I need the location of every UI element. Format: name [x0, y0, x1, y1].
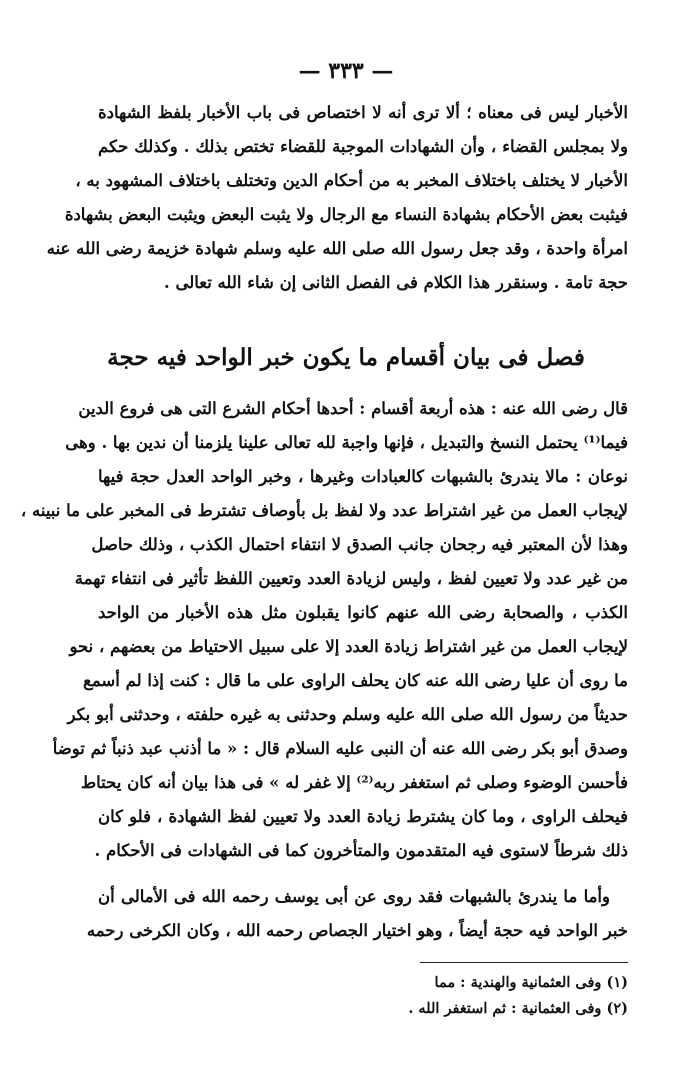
- footnote-divider: [420, 962, 628, 963]
- text-line: لإيجاب العمل من غير اشتراط عدد ولا لفظ بل بأوصاف تشترط فى المخبر على ما نبينه ،: [20, 501, 628, 520]
- text-line: الأخبار لا يختلف باختلاف المخبر به من أحكام الدين وتختلف باختلاف المشهود به ،: [75, 171, 628, 190]
- text-line: وهذا لأن المعتبر فيه رجحان جانب الصدق لا انتفاء احتمال الكذب ، وذلك حاصل: [91, 535, 628, 554]
- text-line: قال رضى الله عنه : هذه أربعة أقسام : أحدها أحكام الشرع التى هى فروع الدين: [78, 399, 628, 418]
- text-line: فيحلف الراوى ، وما كان يشترط زيادة العدد ولا تعيين لفظ الشهادة ، فلو كان: [98, 807, 628, 826]
- text-line: حديثاً من رسول الله صلى الله عليه وسلم وحدثنى به غيره حلفته ، وحدثنى أبو بكر: [67, 705, 628, 724]
- page-number: — ٣٣٣ —: [298, 58, 394, 84]
- text-line: ما روى أن عليا رضى الله عنه كان يحلف الراوى على ما قال : كنت إذا لم أسمع: [83, 671, 628, 690]
- footnote-2: (٢) وفى العثمانية : ثم استغفر الله .: [408, 1000, 628, 1017]
- text-line: لإيجاب العمل من غير اشتراط زيادة العدد إلا على سبيل الاحتياط من بعضهم ، نحو: [69, 637, 628, 656]
- text-line: ذلك شرطاً لاستوى فيه المتقدمون والمتأخرون كما فى الشهادات فى الأحكام .: [94, 841, 628, 860]
- text-line: وصدق أبو بكر رضى الله عنه أن النبى عليه السلام قال : « ما أذنب عبد ذنباً ثم توضأ: [52, 739, 628, 758]
- text-line: حجة تامة . وسنقرر هذا الكلام فى الفصل الثانى إن شاء الله تعالى .: [163, 273, 628, 292]
- text-line: خبر الواحد فيه حجة أيضاً ، وهو اختيار الجصاص رحمه الله ، وكان الكرخى رحمه: [86, 921, 628, 940]
- paragraph-3: [86, 880, 628, 948]
- footnote-1: (١) وفى العثمانية والهندية : مما: [434, 974, 628, 991]
- section-heading: فصل فى بيان أقسام ما يكون خبر الواحد فيه حجة: [107, 344, 585, 371]
- text-line: الكذب ، والصحابة رضى الله عنهم كانوا يقبلون مثل هذه الأخبار من الواحد: [98, 603, 628, 622]
- text-line: وأما ما يندرئ بالشبهات فقد روى عن أبى يوسف رحمه الله فى الأمالى أن: [98, 887, 610, 906]
- text-line: من غير عدد ولا تعيين لفظ ، وليس لزيادة العدد وتعيين اللفظ تأثير فى انتفاء تهمة: [74, 569, 628, 588]
- paragraph-2: [20, 392, 628, 868]
- text-line: فأحسن الوضوء وصلى ثم استغفر ربه⁽²⁾ إلا غفر له » فى هذا بيان أنه كان يحتاط: [80, 773, 628, 792]
- text-line: فيما⁽¹⁾ يحتمل النسخ والتبديل ، فإنها واجبة لله تعالى علينا يلزمنا أن ندين بها . وهى: [65, 433, 628, 452]
- text-line: ولا بمجلس القضاء ، وأن الشهادات الموجبة للقضاء تختص بذلك . وكذلك حكم: [98, 137, 628, 156]
- footnotes: [98, 970, 628, 1022]
- text-line: فيثبت بعض الأحكام بشهادة النساء مع الرجال ولا يثبت البعض ويثبت البعض بشهادة: [64, 205, 628, 224]
- text-line: نوعان : مالا يندرئ بالشبهات كالعبادات وغيرها ، وخبر الواحد العدل حجة فيها: [98, 467, 628, 486]
- paragraph-1: [46, 96, 628, 300]
- text-line: الأخبار ليس فى معناه ؛ ألا ترى أنه لا اختصاص فى باب الأخبار بلفظ الشهادة: [98, 103, 628, 122]
- text-line: امرأة واحدة ، وقد جعل رسول الله صلى الله عليه وسلم شهادة خزيمة رضى الله عنه: [46, 239, 628, 258]
